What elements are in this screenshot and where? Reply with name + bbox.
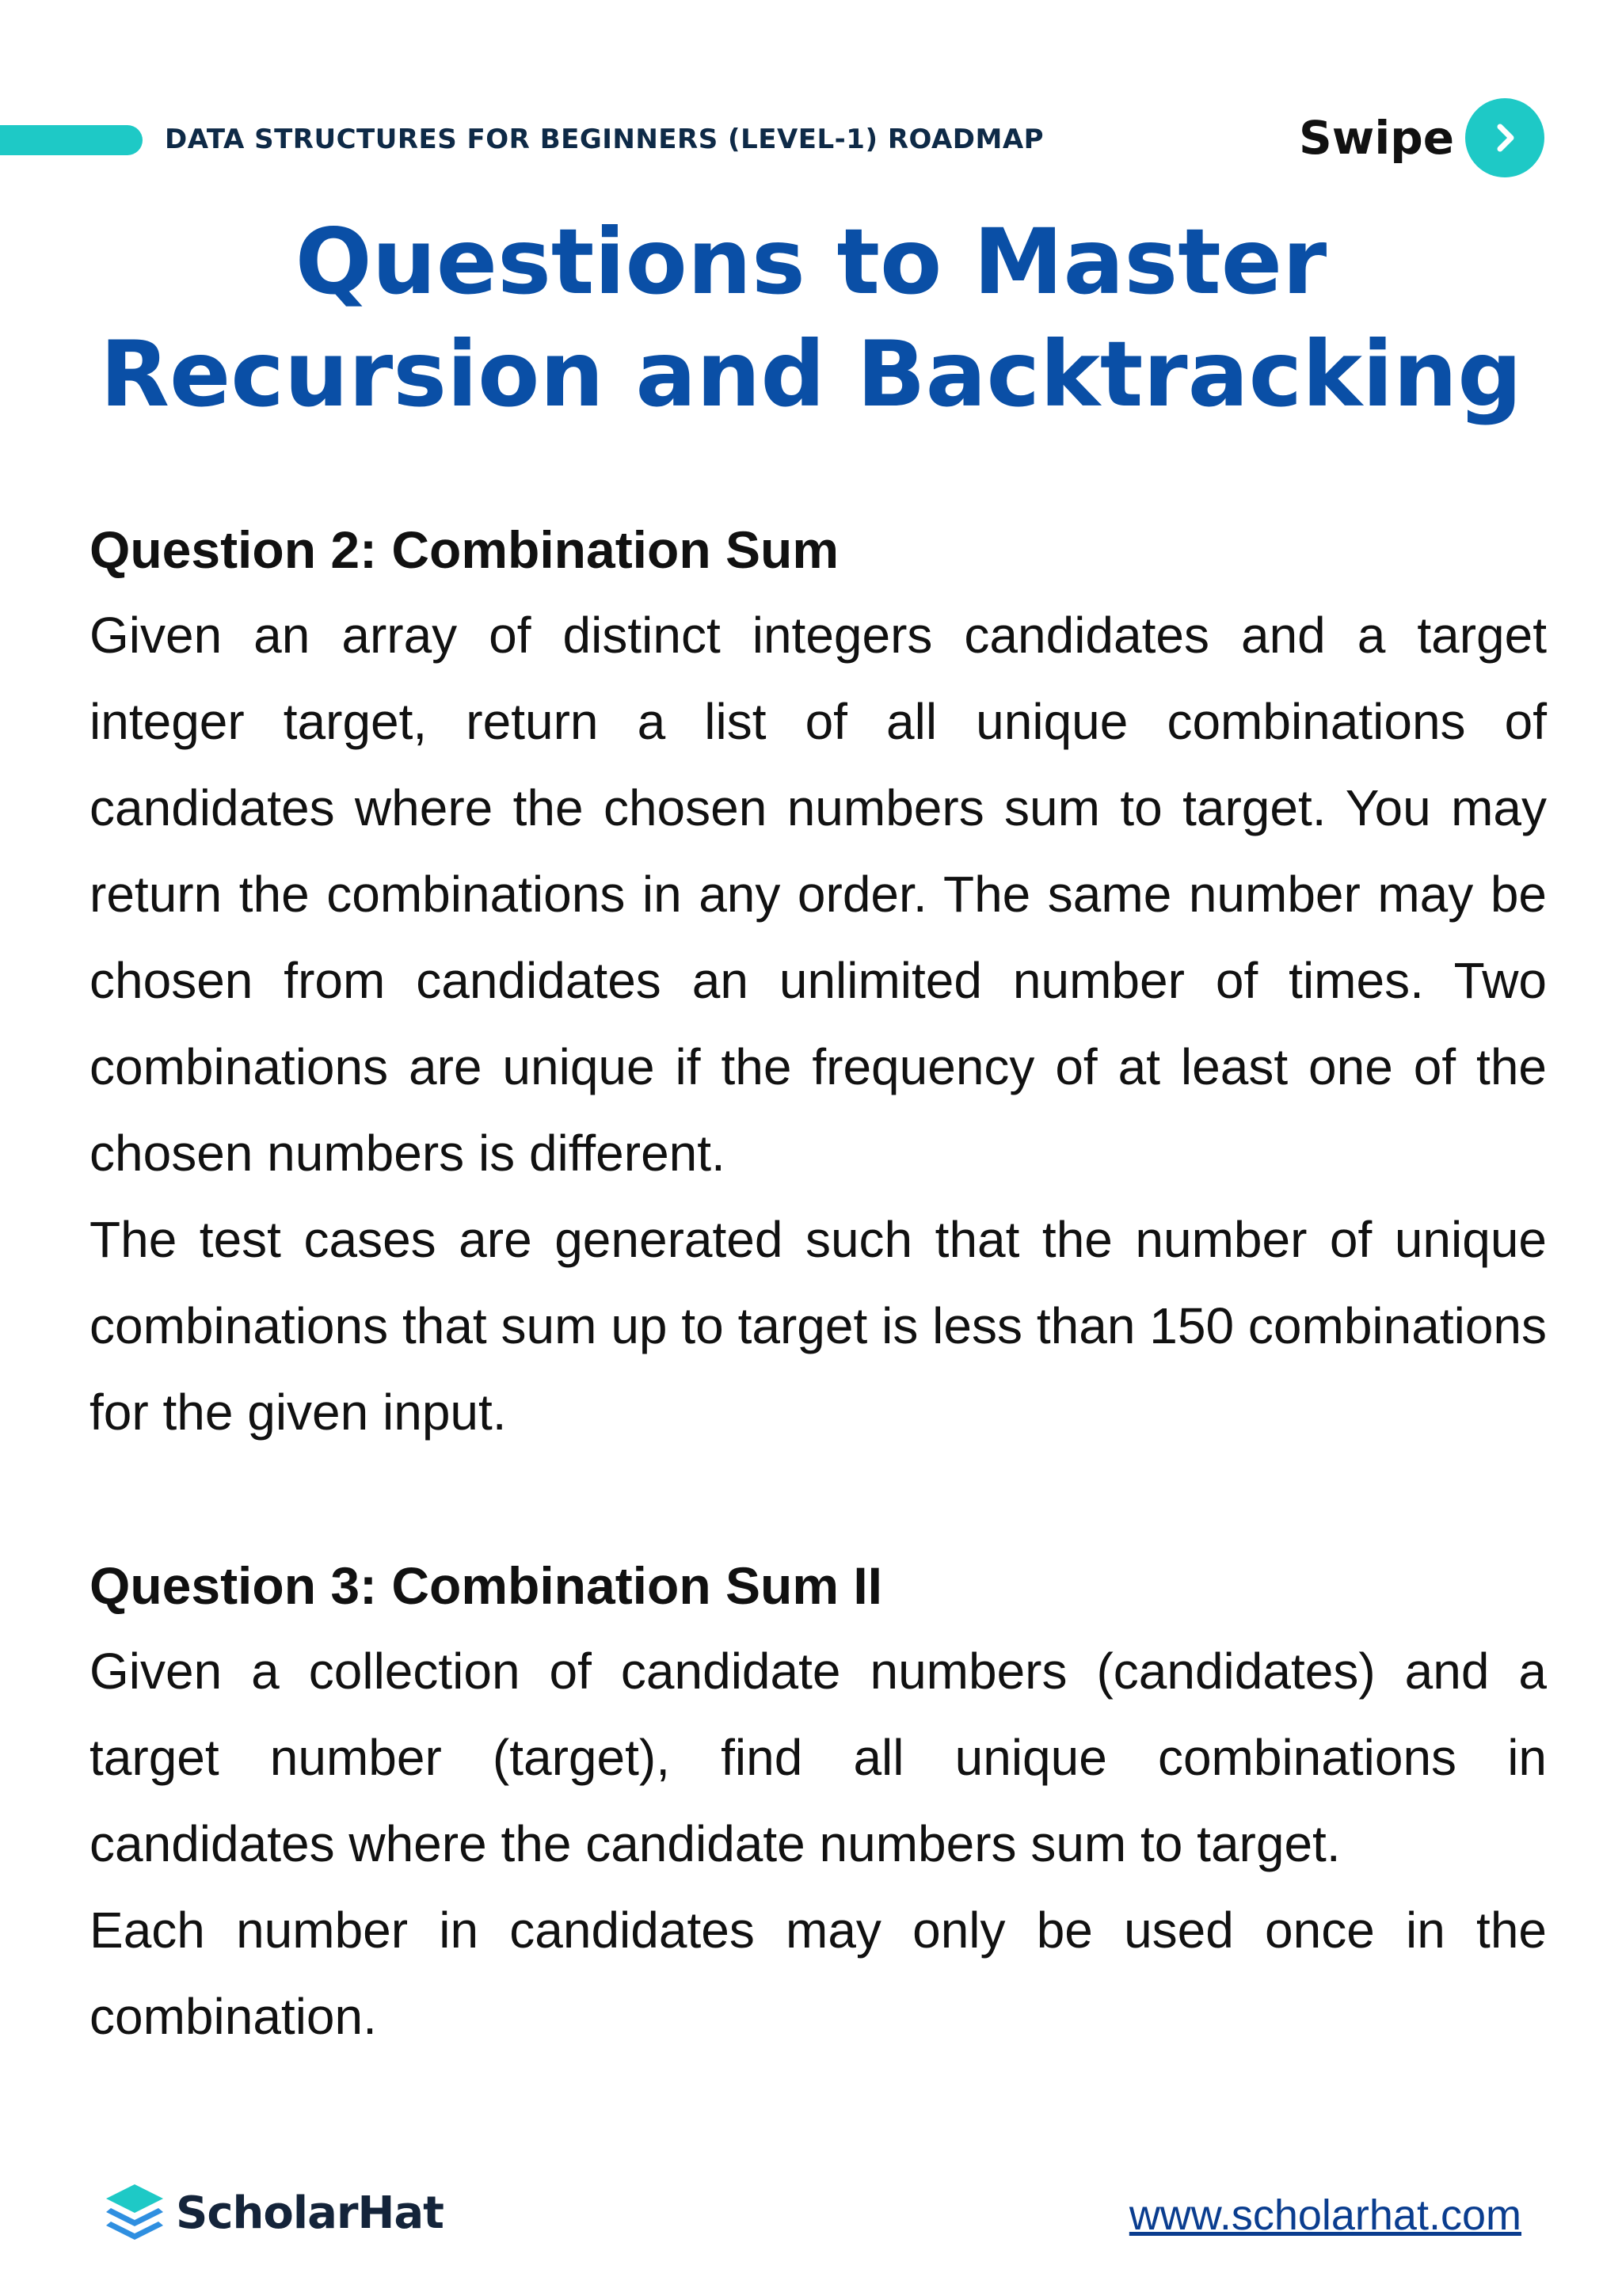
question-paragraph: Given a collection of candidate numbers (candidates) and a target number (target), find all unique combinations in candidates where the candidate numbers sum to target. bbox=[89, 1643, 1547, 1872]
question-paragraph: Given an array of distinct integers candidates and a target integer target, return a list of all unique combinations of candidates where the chosen numbers sum to target. You may return the combinations in any order. The same number may be chosen from candidates an unlimited number of times. Two combinations are unique if the frequency of at least one of the chosen numbers is different. bbox=[89, 607, 1547, 1182]
scholarhat-logo[interactable] bbox=[101, 2180, 444, 2246]
section-spacer bbox=[89, 1456, 1547, 1543]
question-heading: Question 3: Combination Sum II bbox=[89, 1556, 883, 1615]
page-title bbox=[0, 206, 1622, 431]
title-line-2: Recursion and Backtracking bbox=[100, 322, 1522, 427]
question-paragraph: The test cases are generated such that the number of unique combinations that sum up to target is less than 150 combinations for the given input. bbox=[89, 1211, 1547, 1441]
website-link[interactable]: www.scholarhat.com bbox=[1129, 2191, 1521, 2239]
swipe-label: Swipe bbox=[1299, 111, 1455, 165]
question-block-3 bbox=[89, 1543, 1547, 2060]
questions-content bbox=[89, 507, 1547, 2060]
header-accent-bar bbox=[0, 125, 143, 155]
chevron-right-icon[interactable] bbox=[1465, 98, 1544, 177]
question-paragraph: Each number in candidates may only be used once in the combination. bbox=[89, 1902, 1547, 2045]
question-block-2 bbox=[89, 507, 1547, 1456]
swipe-button[interactable] bbox=[1299, 97, 1544, 179]
roadmap-label: DATA STRUCTURES FOR BEGINNERS (LEVEL-1) ROADMAP bbox=[165, 124, 1045, 155]
logo-text: ScholarHat bbox=[176, 2187, 444, 2239]
question-heading: Question 2: Combination Sum bbox=[89, 520, 840, 579]
stacked-layers-logo-icon bbox=[101, 2180, 168, 2246]
title-line-1: Questions to Master bbox=[295, 209, 1327, 314]
